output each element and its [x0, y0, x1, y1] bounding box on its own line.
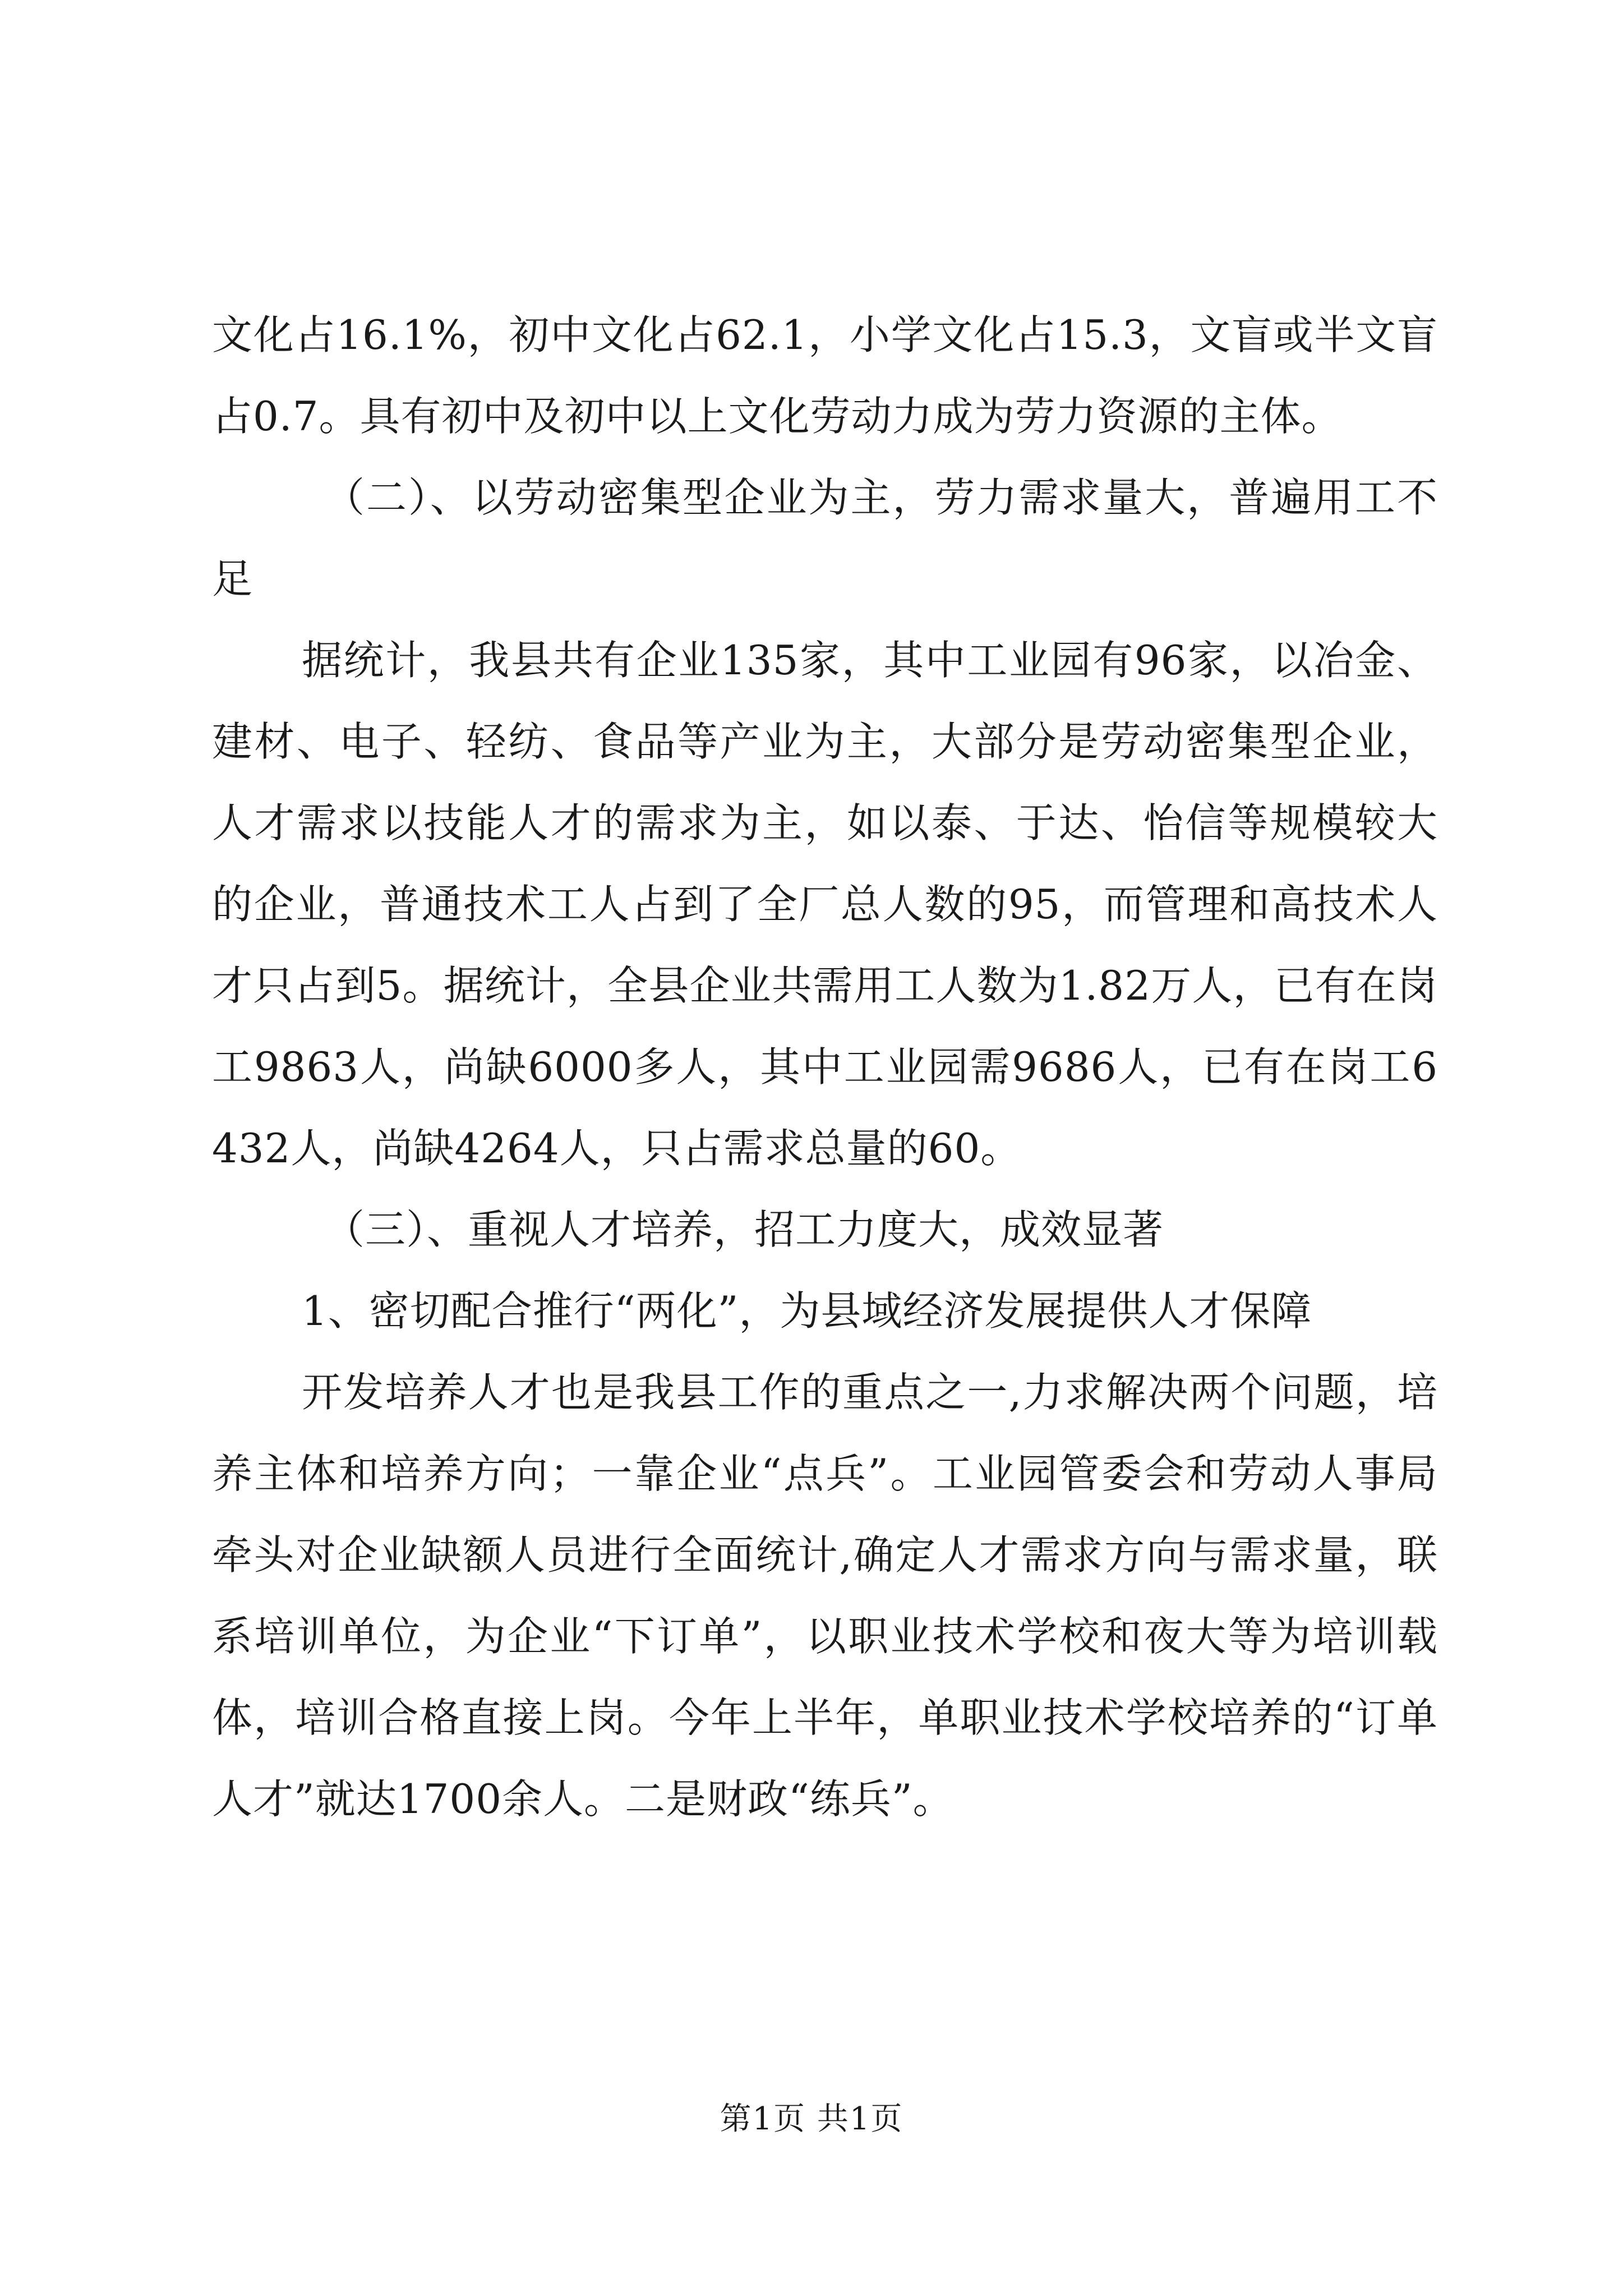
- section-heading-3: （三）、重视人才培养，招工力度大，成效显著: [324, 1206, 1164, 1253]
- page-number-footer: 第1页 共1页: [720, 2101, 903, 2137]
- document-body: [212, 295, 1438, 1840]
- paragraph-talent-training: 开发培养人才也是我县工作的重点之一,力求解决两个问题，培养主体和培养方向；一靠企业“点兵”。工业园管委会和劳动人事局牵头对企业缺额人员进行全面统计,确定人才需求方向与需求量，联系培训单位，为企业“下订单”，以职业技术学校和夜大等为培训载体，培训合格直接上岗。今年上半年，单职业技术学校培养的“订单人才”就达1700余人。二是财政“练兵”。: [212, 1369, 1438, 1823]
- section-heading-2: （二）、以劳动密集型企业为主，劳力需求量大，普遍用工不足: [212, 474, 1438, 602]
- subsection-heading-1: 1、密切配合推行“两化”，为县域经济发展提供人才保障: [302, 1287, 1312, 1335]
- paragraph-enterprise-stats: 据统计，我县共有企业135家，其中工业园有96家，以冶金、建材、电子、轻纺、食品等产业为主，大部分是劳动密集型企业，人才需求以技能人才的需求为主，如以泰、于达、怡信等规模较大的企业，普通技术工人占到了全厂总人数的95，而管理和高技术人才只占到5。据统计，全县企业共需用工人数为1.82万人，已有在岗工9863人，尚缺6000多人，其中工业园需9686人，已有在岗工6432人，尚缺4264人，只占需求总量的60。: [212, 637, 1438, 1172]
- paragraph-education-stats: 文化占16.1%，初中文化占62.1，小学文化占15.3，文盲或半文盲占0.7。具有初中及初中以上文化劳动力成为劳力资源的主体。: [212, 311, 1438, 440]
